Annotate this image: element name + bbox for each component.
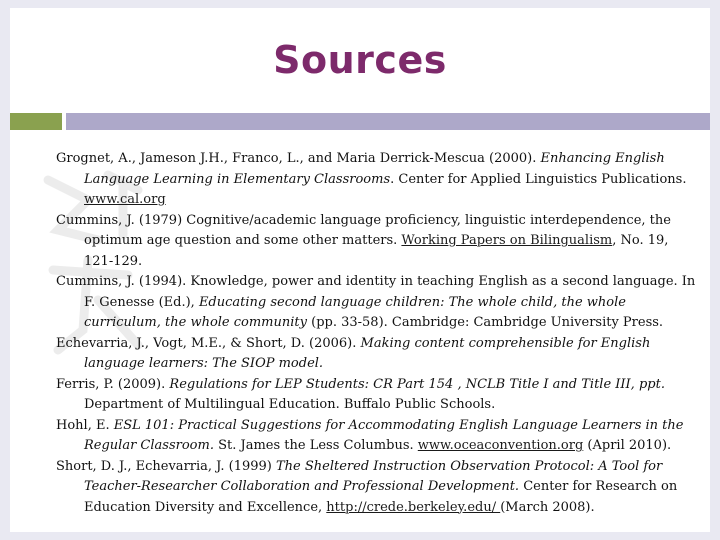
ref-title: ESL 101: Practical Suggestions for Accommodating English Language Learners in the Regular Classroom. <box>84 417 684 453</box>
ref-text: St. James the Less Columbus. <box>213 438 418 453</box>
ref-text: Echevarria, J., Vogt, M.E., & Short, D. (2006). <box>56 335 361 351</box>
ref-text: . Center for Applied Linguistics Publications. <box>390 171 687 187</box>
ref-text: Short, D. J., Echevarria, J. (1999) <box>56 458 276 474</box>
ref-text: Ferris, P. (2009). <box>56 376 170 392</box>
ref-text: Cummins, J. (1994). Knowledge, power and identity in teaching English as a second language. In F. Genesse (Ed.), <box>56 274 696 310</box>
ref-text: Department of Multilingual Education. Buffalo Public Schools. <box>84 397 496 412</box>
ref-text: (pp. 33-58). Cambridge: Cambridge University Press. <box>306 315 664 330</box>
ref-link[interactable]: Working Papers on Bilingualism <box>401 233 613 248</box>
ref-title: Making content comprehensible for English language learners: The SIOP model. <box>84 335 651 371</box>
slide-border-bottom <box>0 532 720 540</box>
ref-title: Enhancing English Language Learning in Elementary Classrooms <box>84 151 665 187</box>
reference-item <box>56 375 696 416</box>
ref-title: Educating second language children: The whole child, the whole curriculum, the whole community <box>84 294 626 330</box>
reference-item <box>56 149 696 211</box>
reference-item <box>56 272 696 334</box>
references-list <box>56 149 696 518</box>
ref-text: Cummins, J. (1979) Cognitive/academic language proficiency, linguistic interdependence, the optimum age question and some other matters. <box>56 212 671 248</box>
accent-bar-green <box>10 113 62 130</box>
ref-text: Hohl, E. <box>56 417 114 433</box>
ref-link[interactable]: http://crede.berkeley.edu/ <box>326 499 501 515</box>
ref-text: Center for Research on Education Diversity and Excellence, <box>84 479 678 515</box>
reference-item <box>56 416 696 457</box>
ref-title: Regulations for LEP Students: CR Part 154 , NCLB Title I and Title III, ppt. <box>169 376 665 392</box>
ref-text: (March 2008). <box>500 499 595 515</box>
ref-title: The Sheltered Instruction Observation Protocol: A Tool for Teacher-Researcher Collaboration and Professional Development. <box>84 458 663 494</box>
ref-text: (April 2010). <box>583 438 672 453</box>
ref-link[interactable]: www.oceaconvention.org <box>417 438 584 453</box>
reference-item <box>56 211 696 273</box>
reference-item <box>56 334 696 375</box>
ref-text: , No. 19, 121-129. <box>84 233 669 269</box>
ref-link[interactable]: www.cal.org <box>84 192 166 207</box>
reference-item <box>56 457 696 519</box>
slide-border-top <box>0 0 720 8</box>
accent-bar-purple <box>66 113 710 130</box>
ref-text: Grognet, A., Jameson J.H., Franco, L., and Maria Derrick-Mescua (2000). <box>56 151 541 166</box>
slide-title: Sources <box>273 38 447 82</box>
